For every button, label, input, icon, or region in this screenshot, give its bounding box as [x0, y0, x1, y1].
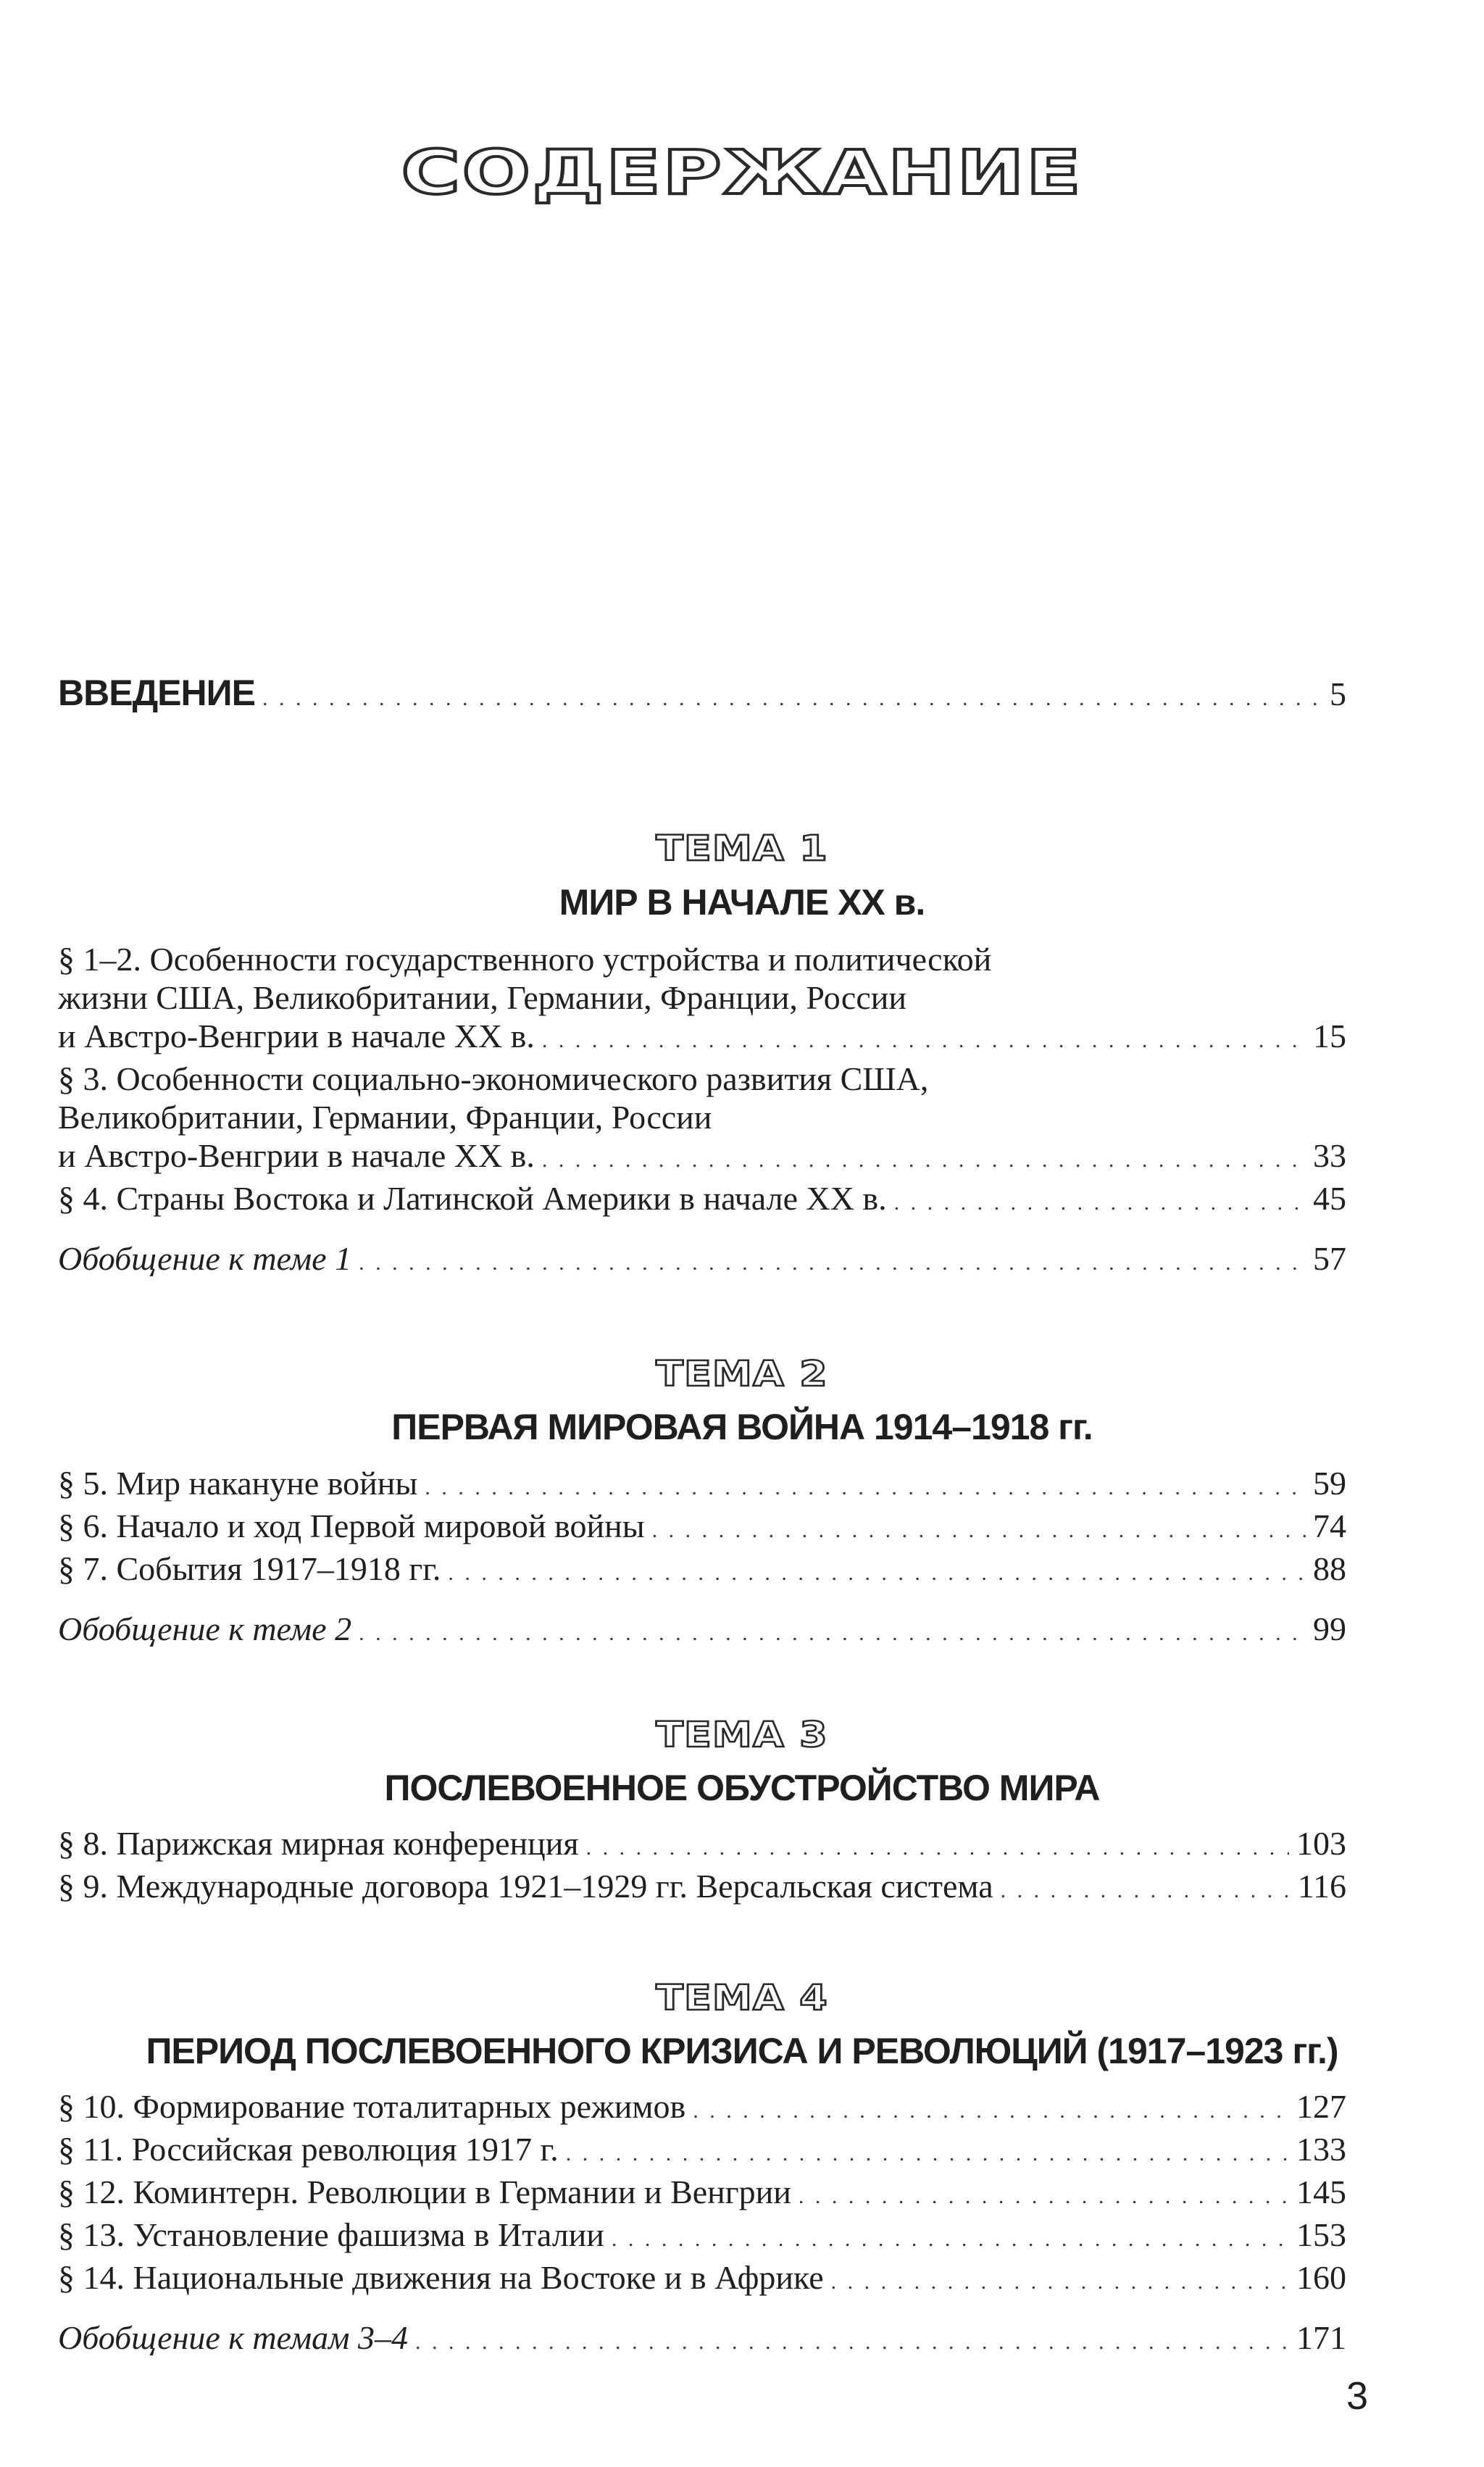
toc-entry[interactable] [58, 2087, 1346, 2130]
toc-entry[interactable] [58, 1507, 1346, 1549]
toc-page-number: 153 [1296, 2216, 1346, 2253]
page-title: СОДЕРЖАНИЕ [401, 137, 1083, 208]
toc-summary-text: Обобщение к теме 1 [58, 1240, 352, 1277]
toc-page-number: 88 [1313, 1550, 1346, 1587]
theme-2-entries [58, 1464, 1346, 1652]
toc-page-number: 171 [1296, 2319, 1346, 2356]
toc-entry-line: § 13. Установление фашизма в Италии [58, 2216, 604, 2253]
dot-leader [693, 2092, 1289, 2130]
theme-1-entries [58, 940, 1346, 1282]
theme-4-label: ТЕМА 4 [656, 1978, 828, 2018]
toc-entry-line: § 5. Мир накануне войны [58, 1465, 418, 1502]
toc-page-number: 57 [1313, 1240, 1346, 1277]
dot-leader [831, 2263, 1289, 2301]
toc-summary[interactable] [58, 1239, 1346, 1282]
toc-entry[interactable] [58, 1464, 1346, 1507]
toc-entry-line: жизни США, Великобритании, Германии, Франции, России [58, 979, 907, 1016]
toc-entry-line: § 11. Российская революция 1917 г. [58, 2131, 559, 2168]
toc-page-number: 5 [1330, 675, 1346, 712]
toc-entry-line: § 4. Страны Востока и Латинской Америки в начале XX в. [58, 1180, 887, 1217]
toc-page-number: 145 [1296, 2173, 1346, 2210]
toc-entry-line: Великобритании, Германии, Франции, России [58, 1099, 712, 1136]
theme-1-label: ТЕМА 1 [656, 828, 828, 869]
toc-entry-line: и Австро-Венгрии в начале XX в. [58, 1137, 535, 1174]
dot-leader [415, 2323, 1289, 2361]
toc-entry[interactable] [58, 1824, 1346, 1867]
dot-leader [652, 1511, 1306, 1549]
dot-leader [612, 2220, 1289, 2258]
theme-2-label: ТЕМА 2 [656, 1354, 828, 1394]
toc-intro[interactable] [58, 674, 1346, 717]
toc-page-number: 59 [1313, 1465, 1346, 1502]
toc-page-number: 15 [1313, 1018, 1346, 1054]
toc-summary[interactable] [58, 1610, 1346, 1652]
theme-2-title: ПЕРВАЯ МИРОВАЯ ВОЙНА 1914–1918 гг. [391, 1407, 1093, 1447]
toc-entry-line: § 9. Международные договора 1921–1929 гг. Версальская система [58, 1868, 993, 1905]
dot-leader [799, 2177, 1289, 2216]
toc-summary[interactable] [58, 2318, 1346, 2361]
dot-leader [359, 1244, 1306, 1282]
dot-leader [894, 1183, 1306, 1222]
page-number: 3 [1346, 2374, 1368, 2418]
toc-entry[interactable] [58, 1549, 1346, 1592]
toc-entry[interactable] [58, 2216, 1346, 2258]
theme-1-title: МИР В НАЧАЛЕ XX в. [559, 882, 925, 923]
dot-leader [542, 1021, 1306, 1060]
toc-entry-line: § 8. Парижская мирная конференция [58, 1825, 579, 1862]
dot-leader [359, 1614, 1306, 1652]
toc-summary-text: Обобщение к темам 3–4 [58, 2319, 409, 2356]
dot-leader [425, 1468, 1306, 1507]
toc-entry[interactable] [58, 1867, 1346, 1910]
theme-3-title: ПОСЛЕВОЕННОЕ ОБУСТРОЙСТВО МИРА [384, 1768, 1100, 1808]
toc-entry[interactable] [58, 2130, 1346, 2173]
toc-entry-line: § 12. Коминтерн. Революции в Германии и Венгрии [58, 2173, 791, 2210]
toc-entry[interactable] [58, 1060, 1346, 1179]
toc-entry-line: § 7. События 1917–1918 гг. [58, 1550, 441, 1587]
toc-page-number: 127 [1296, 2088, 1346, 2125]
toc-page-number: 33 [1313, 1137, 1346, 1174]
toc-entry[interactable] [58, 940, 1346, 1060]
theme-3-label: ТЕМА 3 [656, 1715, 828, 1755]
toc-page-number: 45 [1313, 1180, 1346, 1217]
toc-summary-text: Обобщение к теме 2 [58, 1610, 352, 1647]
toc-entry[interactable] [58, 2173, 1346, 2216]
dot-leader [262, 679, 1322, 717]
toc-page-number: 99 [1313, 1610, 1346, 1647]
toc-intro-title: ВВЕДЕНИЕ [58, 673, 255, 713]
dot-leader [1001, 1871, 1291, 1910]
dot-leader [542, 1141, 1306, 1179]
toc-entry-line: и Австро-Венгрии в начале XX в. [58, 1018, 535, 1054]
toc-entry-line: § 3. Особенности социально-экономического развития США, [58, 1060, 929, 1097]
toc-page-number: 74 [1313, 1507, 1346, 1544]
toc-page-number: 160 [1296, 2259, 1346, 2296]
toc-page-number: 116 [1297, 1868, 1346, 1905]
theme-3-entries [58, 1824, 1346, 1910]
dot-leader [586, 1829, 1289, 1867]
dot-leader [566, 2134, 1289, 2173]
toc-page-number: 133 [1296, 2131, 1346, 2168]
toc-entry-line: § 14. Национальные движения на Востоке и в Африке [58, 2259, 824, 2296]
theme-4-entries [58, 2087, 1346, 2361]
toc-entry-line: § 6. Начало и ход Первой мировой войны [58, 1507, 645, 1544]
dot-leader [448, 1554, 1306, 1592]
toc-entry[interactable] [58, 2258, 1346, 2301]
toc-entry-line: § 1–2. Особенности государственного устройства и политической [58, 941, 992, 978]
toc-entry-line: § 10. Формирование тоталитарных режимов [58, 2088, 686, 2125]
theme-4-title: ПЕРИОД ПОСЛЕВОЕННОГО КРИЗИСА И РЕВОЛЮЦИЙ (1917–1923 гг.) [146, 2031, 1338, 2071]
toc-entry[interactable] [58, 1179, 1346, 1222]
toc-page-number: 103 [1296, 1825, 1346, 1862]
